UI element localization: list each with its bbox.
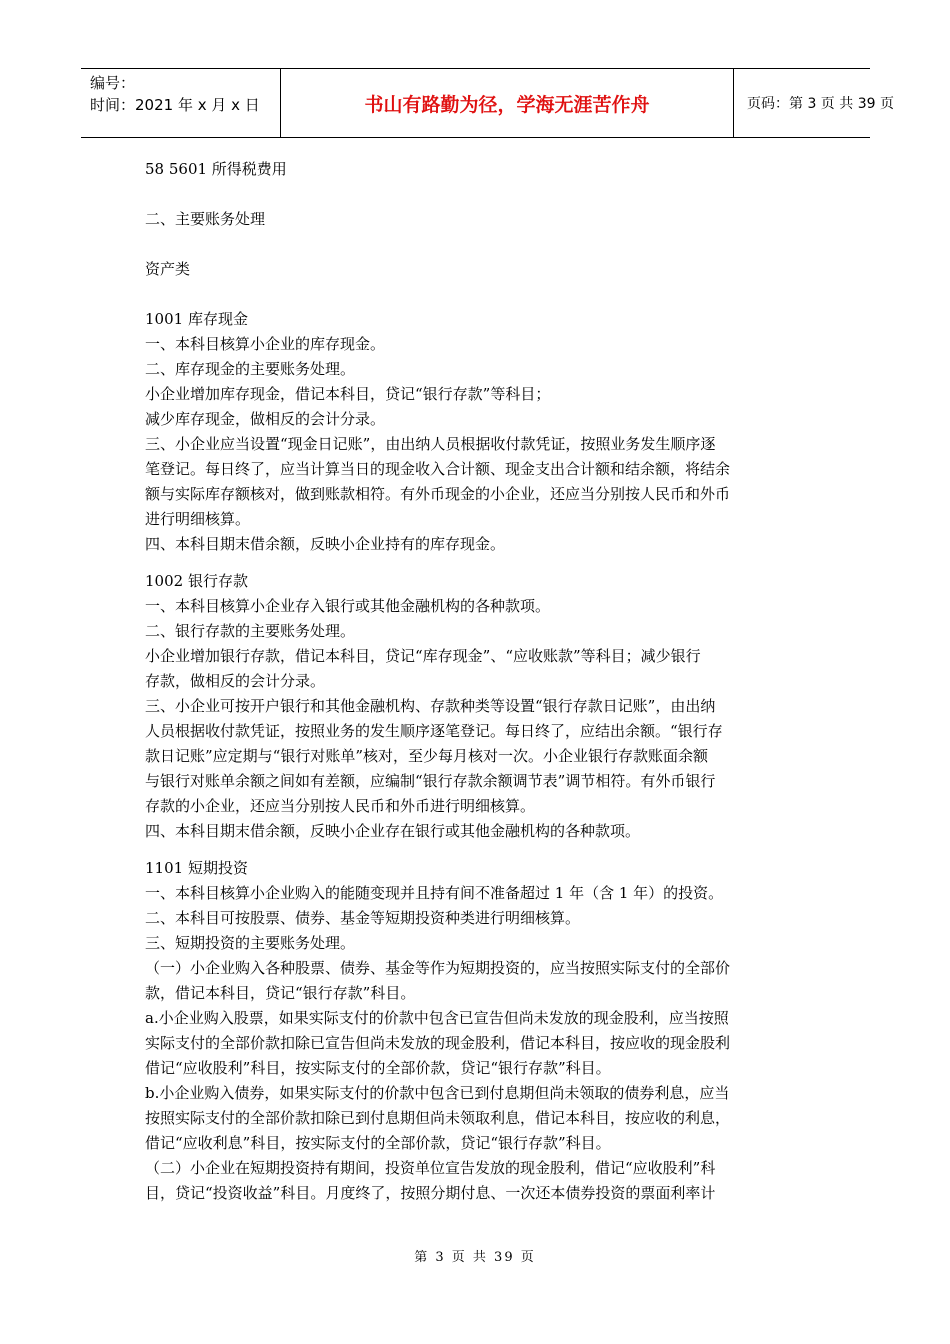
text-line: 二、本科目可按股票、债券、基金等短期投资种类进行明细核算。 bbox=[145, 909, 581, 927]
text-line: 笔登记。每日终了，应当计算当日的现金收入合计额、现金支出合计额和结余额，将结余 bbox=[145, 460, 731, 478]
text-line: 一、本科目核算小企业存入银行或其他金融机构的各种款项。 bbox=[145, 597, 551, 615]
text-line: 1001 库存现金 bbox=[145, 310, 248, 328]
text-line: 二、主要账务处理 bbox=[145, 210, 266, 228]
text-line: 额与实际库存额核对，做到账款相符。有外币现金的小企业，还应当分别按人民币和外币 bbox=[145, 485, 731, 503]
text-line: 与银行对账单余额之间如有差额，应编制“银行存款余额调节表”调节相符。有外币银行 bbox=[145, 772, 716, 790]
text-line: 一、本科目核算小企业的库存现金。 bbox=[145, 335, 386, 353]
document-date: 时间：2021 年 x 月 x 日 bbox=[90, 96, 260, 114]
text-line: 借记“应收利息”科目，按实际支付的全部价款，贷记“银行存款”科目。 bbox=[145, 1134, 611, 1152]
blank-line bbox=[145, 182, 809, 207]
text-line: 款，借记本科目，贷记“银行存款”科目。 bbox=[145, 984, 416, 1002]
text-line: 三、小企业应当设置“现金日记账”，由出纳人员根据收付款凭证，按照业务发生顺序逐 bbox=[145, 435, 716, 453]
blank-line bbox=[145, 844, 809, 856]
text-line: （二）小企业在短期投资持有期间，投资单位宣告发放的现金股利，借记“应收股利”科 bbox=[145, 1159, 716, 1177]
blank-line bbox=[145, 282, 809, 307]
header-meta bbox=[81, 69, 281, 137]
text-line: 人员根据收付款凭证，按照业务的发生顺序逐笔登记。每日终了，应结出余额。“银行存 bbox=[145, 722, 723, 740]
document-number-label: 编号： bbox=[90, 74, 136, 92]
blank-line bbox=[145, 557, 809, 569]
text-line: 资产类 bbox=[145, 260, 191, 278]
text-line: 一、本科目核算小企业购入的能随变现并且持有间不准备超过 1 年（含 1 年）的投资。 bbox=[145, 884, 724, 902]
text-line: 款日记账”应定期与“银行对账单”核对，至少每月核对一次。小企业银行存款账面余额 bbox=[145, 747, 709, 765]
text-line: 目，贷记“投资收益”科目。月度终了，按照分期付息、一次还本债券投资的票面利率计 bbox=[145, 1184, 716, 1202]
text-line: 实际支付的全部价款扣除已宣告但尚未发放的现金股利，借记本科目，按应收的现金股利 bbox=[145, 1034, 731, 1052]
text-line: 借记“应收股利”科目，按实际支付的全部价款，贷记“银行存款”科目。 bbox=[145, 1059, 611, 1077]
text-line: 二、库存现金的主要账务处理。 bbox=[145, 360, 356, 378]
text-line: 小企业增加库存现金，借记本科目，贷记“银行存款”等科目； bbox=[145, 385, 551, 403]
document-body bbox=[145, 157, 809, 1206]
text-line: 减少库存现金，做相反的会计分录。 bbox=[145, 410, 386, 428]
text-line: b.小企业购入债券，如果实际支付的价款中包含已到付息期但尚未领取的债券利息，应当 bbox=[145, 1084, 730, 1102]
text-line: 58 5601 所得税费用 bbox=[145, 160, 287, 178]
page-footer: 第 3 页 共 39 页 bbox=[414, 1250, 536, 1265]
header-page-info: 页码：第 3 页 共 39 页 bbox=[747, 96, 894, 112]
text-line: 按照实际支付的全部价款扣除已到付息期但尚未领取利息，借记本科目，按应收的利息， bbox=[145, 1109, 731, 1127]
text-line: 存款的小企业，还应当分别按人民币和外币进行明细核算。 bbox=[145, 797, 536, 815]
text-line: （一）小企业购入各种股票、债券、基金等作为短期投资的，应当按照实际支付的全部价 bbox=[145, 959, 731, 977]
text-line: a.小企业购入股票，如果实际支付的价款中包含已宣告但尚未发放的现金股利，应当按照 bbox=[145, 1009, 729, 1027]
header-motto: 书山有路勤为径，学海无涯苦作舟 bbox=[281, 69, 734, 137]
text-line: 四、本科目期末借余额，反映小企业持有的库存现金。 bbox=[145, 535, 506, 553]
text-line: 三、短期投资的主要账务处理。 bbox=[145, 934, 356, 952]
text-line: 存款，做相反的会计分录。 bbox=[145, 672, 326, 690]
text-line: 二、银行存款的主要账务处理。 bbox=[145, 622, 356, 640]
text-line: 小企业增加银行存款，借记本科目，贷记“库存现金”、“应收账款”等科目；减少银行 bbox=[145, 647, 701, 665]
blank-line bbox=[145, 232, 809, 257]
text-line: 四、本科目期末借余额，反映小企业存在银行或其他金融机构的各种款项。 bbox=[145, 822, 641, 840]
text-line: 三、小企业可按开户银行和其他金融机构、存款种类等设置“银行存款日记账”，由出纳 bbox=[145, 697, 716, 715]
text-line: 1002 银行存款 bbox=[145, 572, 248, 590]
text-line: 1101 短期投资 bbox=[145, 859, 248, 877]
page-header bbox=[81, 68, 894, 138]
text-line: 进行明细核算。 bbox=[145, 510, 251, 528]
